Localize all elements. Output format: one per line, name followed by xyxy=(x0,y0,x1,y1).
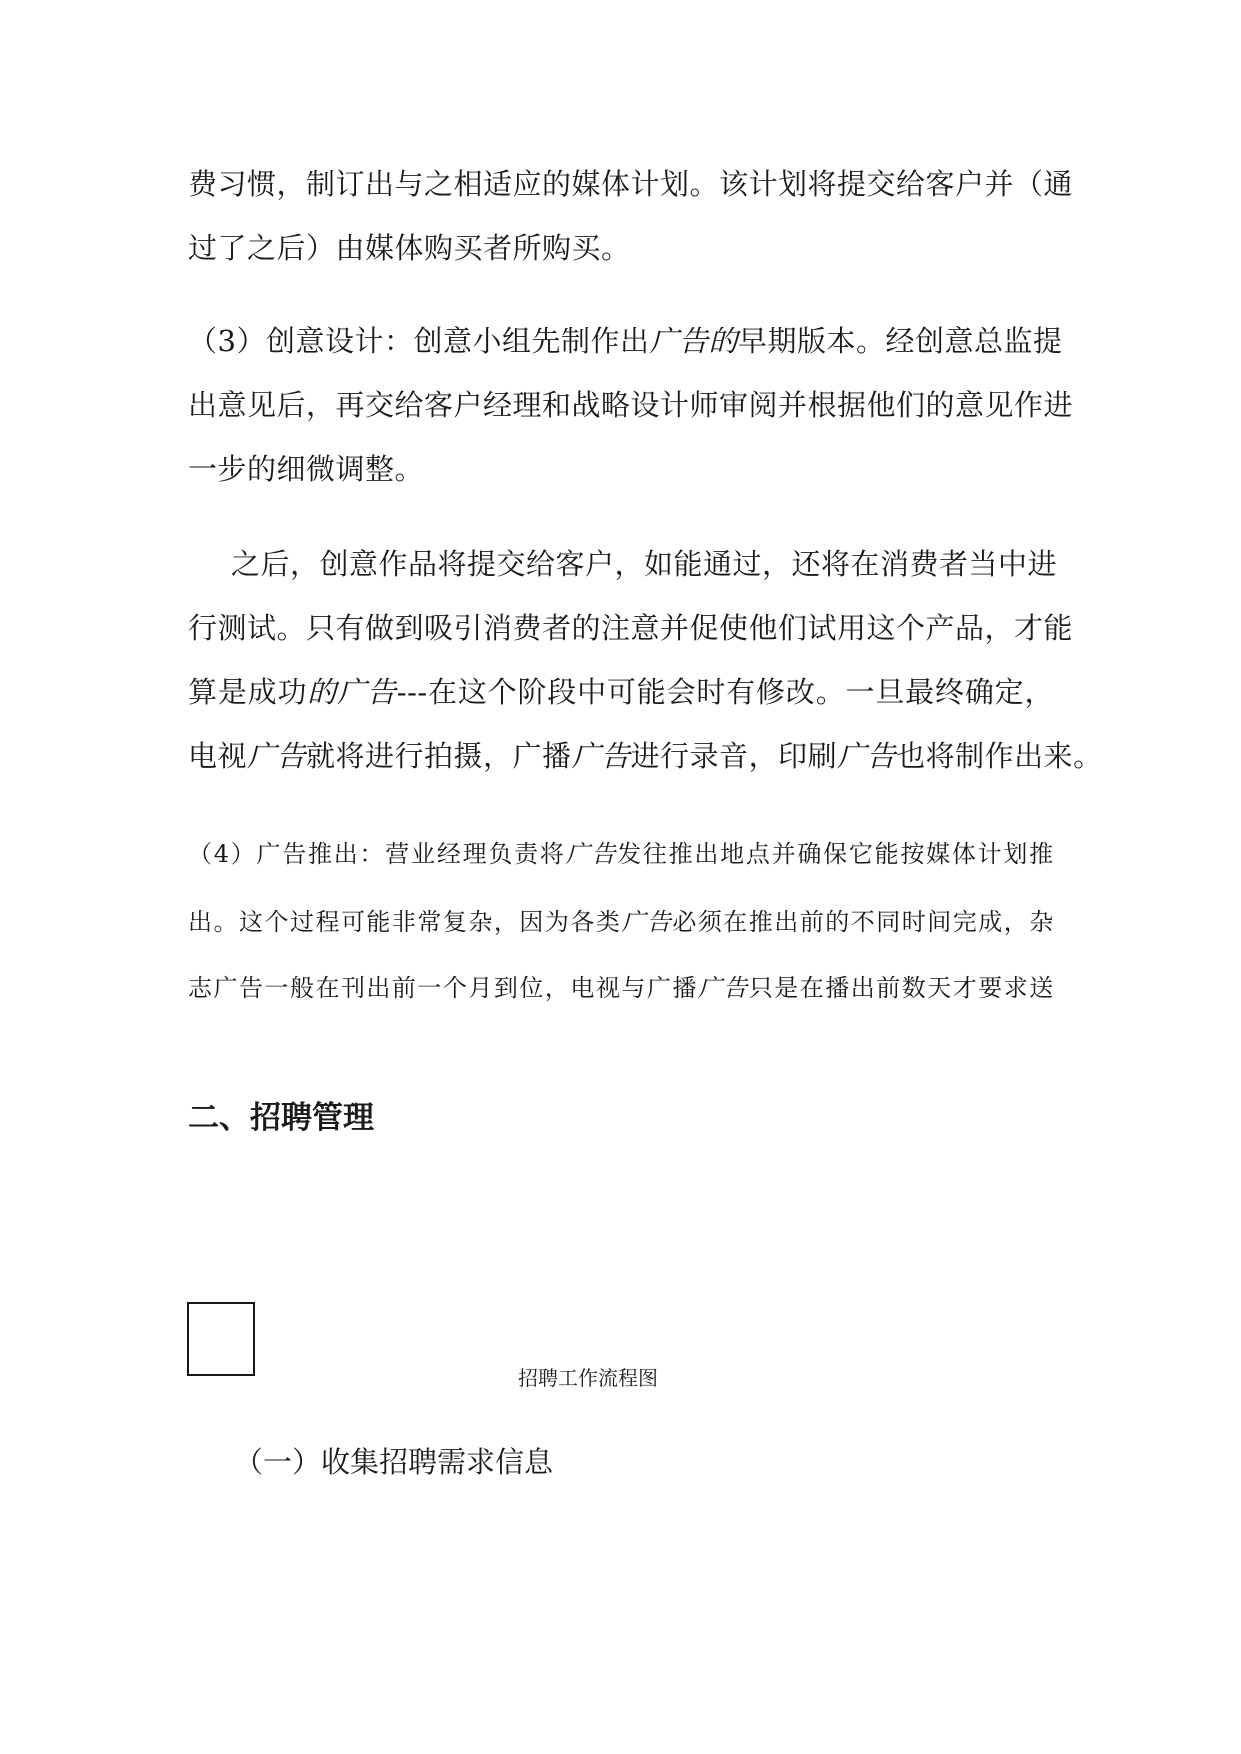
figure-caption: 招聘工作流程图 xyxy=(518,1366,658,1390)
text-run: 志广告一般在刊出前一个月到位，电视与广播 xyxy=(188,974,698,1002)
paragraph-4-line-3 xyxy=(188,970,1054,1006)
paragraph-2-line-1 xyxy=(188,323,1063,359)
paragraph-3-line-4 xyxy=(188,738,1103,774)
paragraph-4-line-2 xyxy=(188,904,1054,940)
text-run: 算是成功 xyxy=(188,675,308,709)
text-run: （3）创意设计：创意小组先制作出 xyxy=(188,324,650,358)
text-run: ---在这个阶段中可能会时有修改。一旦最终确定， xyxy=(396,675,1054,709)
flowchart-placeholder-box xyxy=(187,1302,255,1376)
paragraph-1-line-1: 费习惯，制订出与之相适应的媒体计划。该计划将提交给客户并（通 xyxy=(188,167,1074,201)
text-run: 也将制作出来。 xyxy=(896,739,1103,773)
italic-run: 广告 xyxy=(697,974,749,1002)
italic-run: 广告 xyxy=(571,739,631,773)
text-run: 出。这个过程可能非常复杂，因为各类 xyxy=(188,908,622,936)
italic-run: 广告的 xyxy=(649,324,738,358)
text-run: （4）广告推出：营业经理负责将 xyxy=(188,840,566,868)
italic-run: 广告 xyxy=(621,908,673,936)
paragraph-3-line-1: 之后，创意作品将提交给客户，如能通过，还将在消费者当中进 xyxy=(231,547,1058,581)
text-run: 进行录音，印刷 xyxy=(630,739,838,773)
text-run: 电视 xyxy=(188,739,248,773)
subsection-heading: （一）收集招聘需求信息 xyxy=(234,1445,554,1479)
paragraph-3-line-2: 行测试。只有做到吸引消费者的注意并促使他们试用这个产品，才能 xyxy=(188,611,1074,645)
italic-run: 的广告 xyxy=(307,675,397,709)
paragraph-2-line-3: 一步的细微调整。 xyxy=(188,452,425,486)
paragraph-3-line-3 xyxy=(188,674,1054,710)
text-run: 早期版本。经创意总监提 xyxy=(737,324,1063,358)
italic-run: 广告 xyxy=(247,739,307,773)
text-run: 就将进行拍摄，广播 xyxy=(306,739,572,773)
text-run: 发往推出地点并确保它能按媒体计划推 xyxy=(617,840,1054,868)
italic-run: 广告 xyxy=(837,739,897,773)
paragraph-4-line-1 xyxy=(188,836,1054,872)
paragraph-2-line-2: 出意见后，再交给客户经理和战略设计师审阅并根据他们的意见作进 xyxy=(188,388,1074,422)
paragraph-1-line-2: 过了之后）由媒体购买者所购买。 xyxy=(188,231,631,265)
text-run: 只是在播出前数天才要求送 xyxy=(748,974,1054,1002)
section-heading: 二、招聘管理 xyxy=(188,1100,374,1136)
italic-run: 广告 xyxy=(565,840,618,868)
text-run: 必须在推出前的不同时间完成，杂 xyxy=(672,908,1054,936)
